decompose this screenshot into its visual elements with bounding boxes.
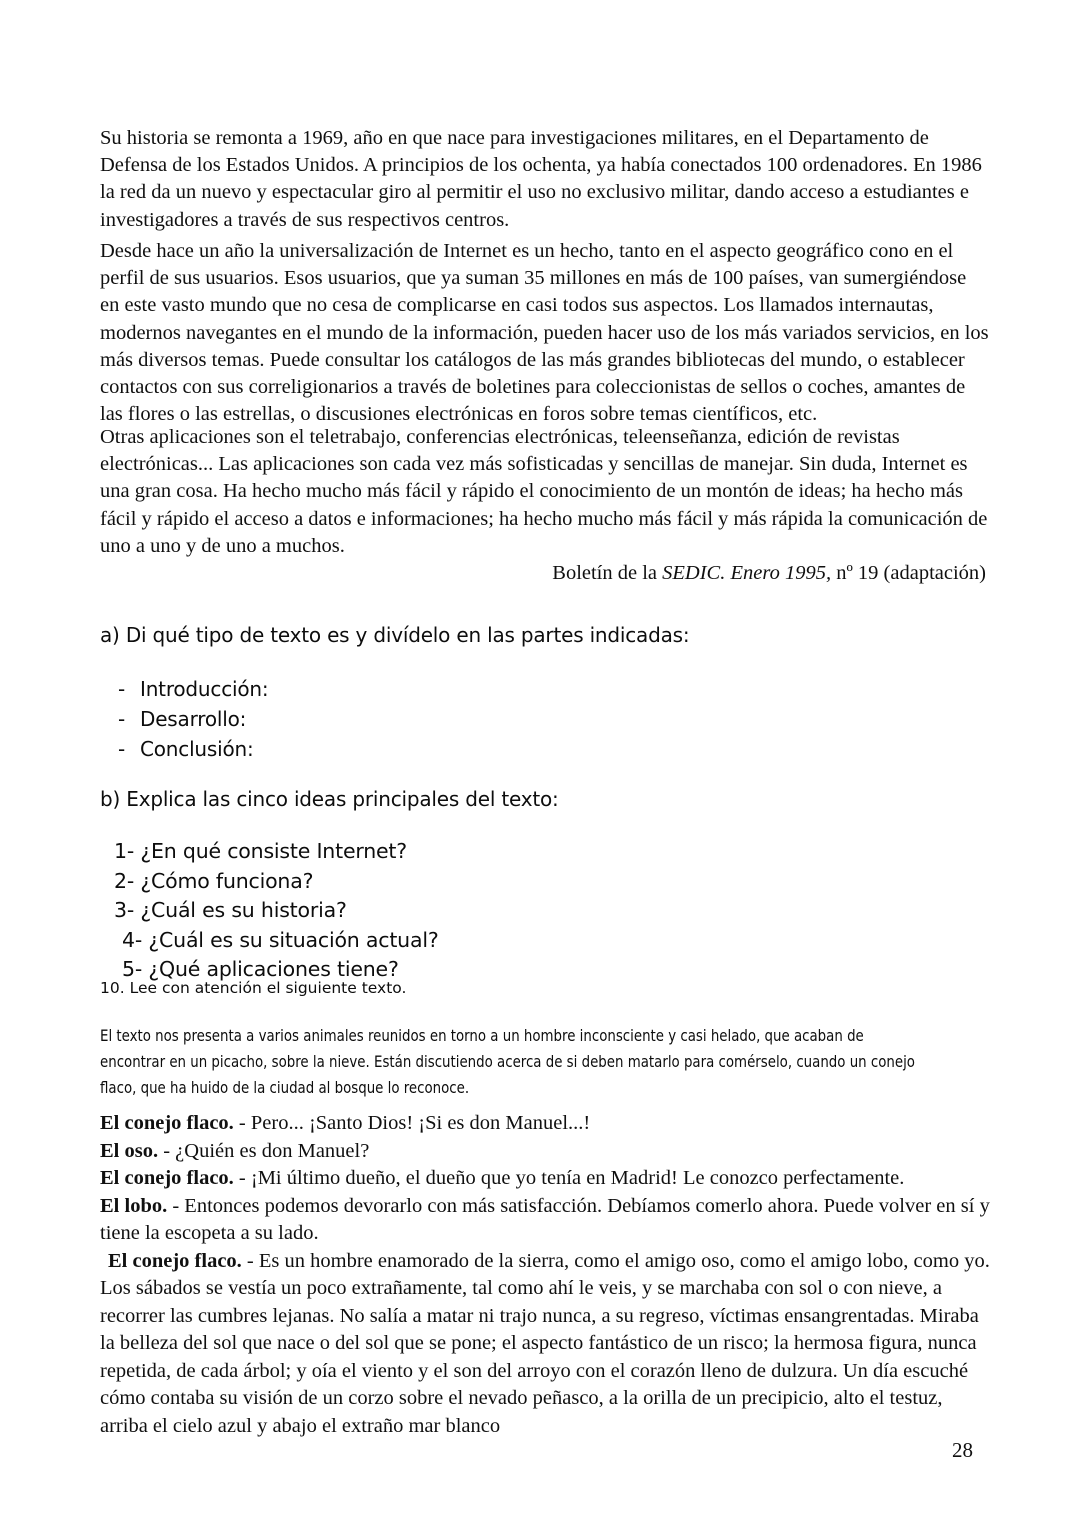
speech-text: - ¿Quién es don Manuel? xyxy=(158,1139,370,1162)
question-a-heading: a) Di qué tipo de texto es y divídelo en las partes indicadas: xyxy=(100,623,690,647)
source-attribution xyxy=(100,562,986,585)
dialogue-line xyxy=(100,1193,990,1248)
list-item xyxy=(118,734,268,764)
list-bullet: - xyxy=(118,677,126,701)
list-item xyxy=(118,674,268,704)
list-bullet: - xyxy=(118,707,126,731)
dialogue-line xyxy=(100,1165,990,1193)
reading-paragraph-2: Desde hace un año la universalización de Internet es un hecho, tanto en el aspecto geográfico cono en el perfil de sus usuarios. Esos usuarios, que ya suman 35 millones en más de 100 países, van sumergiéndose en este vasto mundo que no cesa de complicarse en casi todos sus aspectos. Los llamados internautas, modernos navegantes en el mundo de la información, pueden hacer uso de los más variados servicios, en los más diversos temas. Puede consultar los catálogos de las más grandes bibliotecas del mundo, o establecer contactos con sus correligionarios a través de boletines para coleccionistas de sellos o coches, amantes de las flores o las estrellas, o discusiones electrónicas en foros sobre temas científicos, etc. xyxy=(100,240,989,426)
speech-text: - Pero... ¡Santo Dios! ¡Si es don Manuel...! xyxy=(233,1112,591,1134)
question-b-heading: b) Explica las cinco ideas principales del texto: xyxy=(100,787,559,811)
speaker-name: El conejo flaco. xyxy=(108,1249,242,1272)
dialogue-line xyxy=(100,1138,990,1166)
attribution-italic: SEDIC. Enero 1995, xyxy=(662,562,832,584)
reading-paragraph-1: Su historia se remonta a 1969, año en que nace para investigaciones militares, en el Departamento de Defensa de los Estados Unidos. A principios de los ochenta, ya había conectados 100 ordenadores. En 1986 la red da un nuevo y espectacular giro al permitir el uso no exclusivo militar, dando acceso a estudiantes e investigadores a través de sus respectivos centros. xyxy=(100,127,982,231)
attribution-suffix: nº 19 (adaptación) xyxy=(831,562,986,584)
speaker-name: El conejo flaco. xyxy=(100,1112,234,1134)
list-item: 2- ¿Cómo funciona? xyxy=(114,868,314,893)
attribution-prefix: Boletín de la xyxy=(552,562,663,584)
dialogue-line xyxy=(100,1110,990,1138)
dialogue-line xyxy=(100,1248,990,1441)
speech-text: - ¡Mi último dueño, el dueño que yo tenía en Madrid! Le conozco perfectamente. xyxy=(233,1167,905,1189)
list-item: 1- ¿En qué consiste Internet? xyxy=(114,839,407,863)
speaker-name: El lobo. xyxy=(100,1194,168,1217)
reading-paragraph-3: Otras aplicaciones son el teletrabajo, conferencias electrónicas, teleenseñanza, edición de revistas electrónicas... Las aplicaciones son cada vez más sofisticadas y sencillas de manejar. Sin duda, Internet es una gran cosa. Ha hecho mucho más fácil y rápido el conocimiento de un montón de ideas; ha hecho más fácil y rápido el acceso a datos e informaciones; ha hecho mucho más fácil y más rápida la comunicación de uno a uno y de uno a muchos. xyxy=(100,426,988,557)
list-item-label: Conclusión: xyxy=(140,737,254,761)
page-number: 28 xyxy=(952,1438,973,1462)
question-b-list xyxy=(114,837,439,985)
dialogue-block xyxy=(100,1110,990,1440)
speaker-name: El conejo flaco. xyxy=(100,1167,234,1189)
list-item: 5- ¿Qué aplicaciones tiene? xyxy=(122,957,399,981)
speech-text: - Es un hombre enamorado de la sierra, como el amigo oso, como el amigo lobo, como yo. Los sábados se vestía un poco extrañamente, tal como ahí le veis, y se marchaba con sol o con nieve, a recorrer las cumbres lejanas. No salía a matar ni trajo nunca, a su regreso, víctimas ensangrentadas. Miraba la belleza del sol que nace o del sol que se pone; el aspecto fantástico de un risco; la hermosa figura, nunca repetida, de cada árbol; y oía el viento y el son del arroyo con el corazón lleno de dulzura. Un día escuché cómo contaba su visión de un corzo sobre el nevado peñasco, a la orilla de un precipicio, alto el testuz, arriba el cielo azul y abajo el extraño mar blanco xyxy=(100,1249,990,1437)
exercise-10-synopsis: El texto nos presenta a varios animales reunidos en torno a un hombre inconsciente y casi helado, que acaban de encontrar en un picacho, sobre la nieve. Están discutiendo acerca de si deben matarlo para comérselo, cuando un conejo flaco, que ha huido de la ciudad al bosque lo reconoce. xyxy=(100,1026,915,1097)
list-bullet: - xyxy=(118,737,126,761)
speaker-name: El oso. xyxy=(100,1139,159,1162)
question-a-list xyxy=(118,674,268,764)
list-item-label: Desarrollo: xyxy=(140,707,247,731)
list-item: 4- ¿Cuál es su situación actual? xyxy=(122,927,439,952)
list-item-label: Introducción: xyxy=(140,677,269,701)
exercise-10-instruction: 10. Lee con atención el siguiente texto. xyxy=(100,979,407,997)
speech-text: - Entonces podemos devorarlo con más satisfacción. Debíamos comerlo ahora. Puede volver en sí y tiene la escopeta a su lado. xyxy=(100,1194,990,1244)
list-item xyxy=(118,704,268,734)
list-item: 3- ¿Cuál es su historia? xyxy=(114,898,347,922)
